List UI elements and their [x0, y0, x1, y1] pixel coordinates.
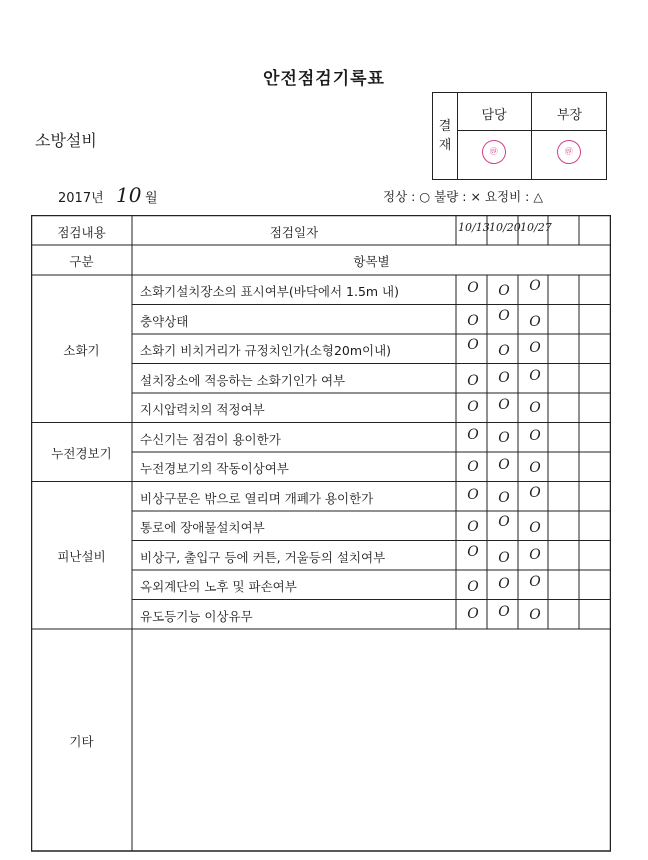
item-label: 누전경보기의 작동이상여부	[140, 461, 289, 476]
check-mark: O	[529, 520, 541, 536]
check-mark: O	[467, 280, 479, 296]
check-mark: O	[529, 484, 541, 501]
check-mark: O	[529, 460, 541, 476]
check-mark: O	[467, 337, 479, 353]
department-label: 소방설비	[35, 131, 97, 150]
check-mark: O	[498, 489, 510, 506]
item-label: 지시압력치의 적정여부	[140, 402, 265, 417]
check-mark: O	[498, 576, 510, 592]
other-label: 기타	[69, 734, 94, 749]
group-label-3: 피난설비	[57, 549, 106, 565]
legend: 정상 : ○ 불량 : × 요정비 : △	[383, 189, 543, 204]
date-1: 10/13	[458, 221, 490, 234]
table-grid-lines	[31, 215, 611, 855]
header-date-col: 점검일자	[269, 225, 319, 240]
check-mark: O	[529, 278, 541, 294]
group-label-2: 누전경보기	[51, 446, 112, 461]
item-label: 충약상태	[140, 313, 189, 329]
year-label: 2017년	[58, 191, 104, 206]
header-group-col: 구분	[69, 254, 94, 269]
approval-box	[432, 92, 607, 180]
header-items-col: 항목별	[353, 254, 390, 269]
check-mark: O	[498, 307, 510, 324]
check-mark: O	[529, 427, 541, 444]
item-label: 비상구문은 밖으로 열리며 개폐가 용이한가	[140, 490, 374, 506]
seal-stamp-staff: ㊞	[480, 138, 508, 166]
item-label: 비상구, 출입구 등에 커튼, 거울등의 설치여부	[140, 549, 386, 565]
check-mark: O	[467, 486, 479, 503]
check-mark: O	[498, 549, 510, 566]
check-mark: O	[467, 519, 479, 535]
check-mark: O	[467, 399, 479, 415]
month-value: 10	[116, 183, 142, 207]
check-mark: O	[467, 543, 479, 560]
item-label: 통로에 장애물설치여부	[140, 520, 265, 535]
month-label: 월	[145, 191, 158, 206]
check-mark: O	[467, 459, 479, 475]
check-mark: O	[498, 514, 510, 530]
check-mark: O	[529, 546, 541, 563]
check-mark: O	[529, 400, 541, 416]
date-2: 10/20	[489, 221, 521, 234]
check-mark: O	[467, 579, 479, 595]
item-label: 옥외계단의 노후 및 파손여부	[140, 579, 297, 594]
date-3: 10/27	[520, 221, 552, 234]
check-mark: O	[529, 606, 541, 623]
check-mark: O	[529, 313, 541, 330]
approval-header-staff: 담당	[481, 108, 507, 123]
check-mark: O	[467, 426, 479, 443]
header-item-col: 점검내용	[57, 225, 106, 240]
check-mark: O	[529, 340, 541, 356]
group-label-1: 소화기	[63, 342, 100, 358]
seal-stamp-manager: ㊞	[555, 138, 583, 166]
check-mark: O	[498, 429, 510, 446]
item-label: 소화기설치장소의 표시여부(바닥에서 1.5m 내)	[140, 284, 400, 299]
item-label: 수신기는 점검이 용이한가	[140, 431, 281, 447]
approval-side-label: 결재	[438, 119, 452, 153]
check-mark: O	[467, 312, 479, 329]
check-mark: O	[467, 605, 479, 622]
check-mark: O	[498, 457, 510, 473]
approval-header-manager: 부장	[556, 108, 583, 123]
check-mark: O	[467, 372, 479, 389]
check-mark: O	[498, 397, 510, 413]
item-label: 설치장소에 적응하는 소화기인가 여부	[140, 372, 346, 388]
check-mark: O	[529, 574, 541, 590]
check-mark: O	[498, 283, 510, 299]
item-label: 소화기 비치거리가 규정치인가(소형20m이내)	[140, 343, 392, 358]
check-mark: O	[529, 367, 541, 384]
check-mark: O	[498, 369, 510, 386]
item-label: 유도등기능 이상유무	[140, 608, 253, 624]
check-mark: O	[498, 343, 510, 359]
check-mark: O	[498, 603, 510, 620]
page-title: 안전점검기록표	[263, 69, 385, 89]
